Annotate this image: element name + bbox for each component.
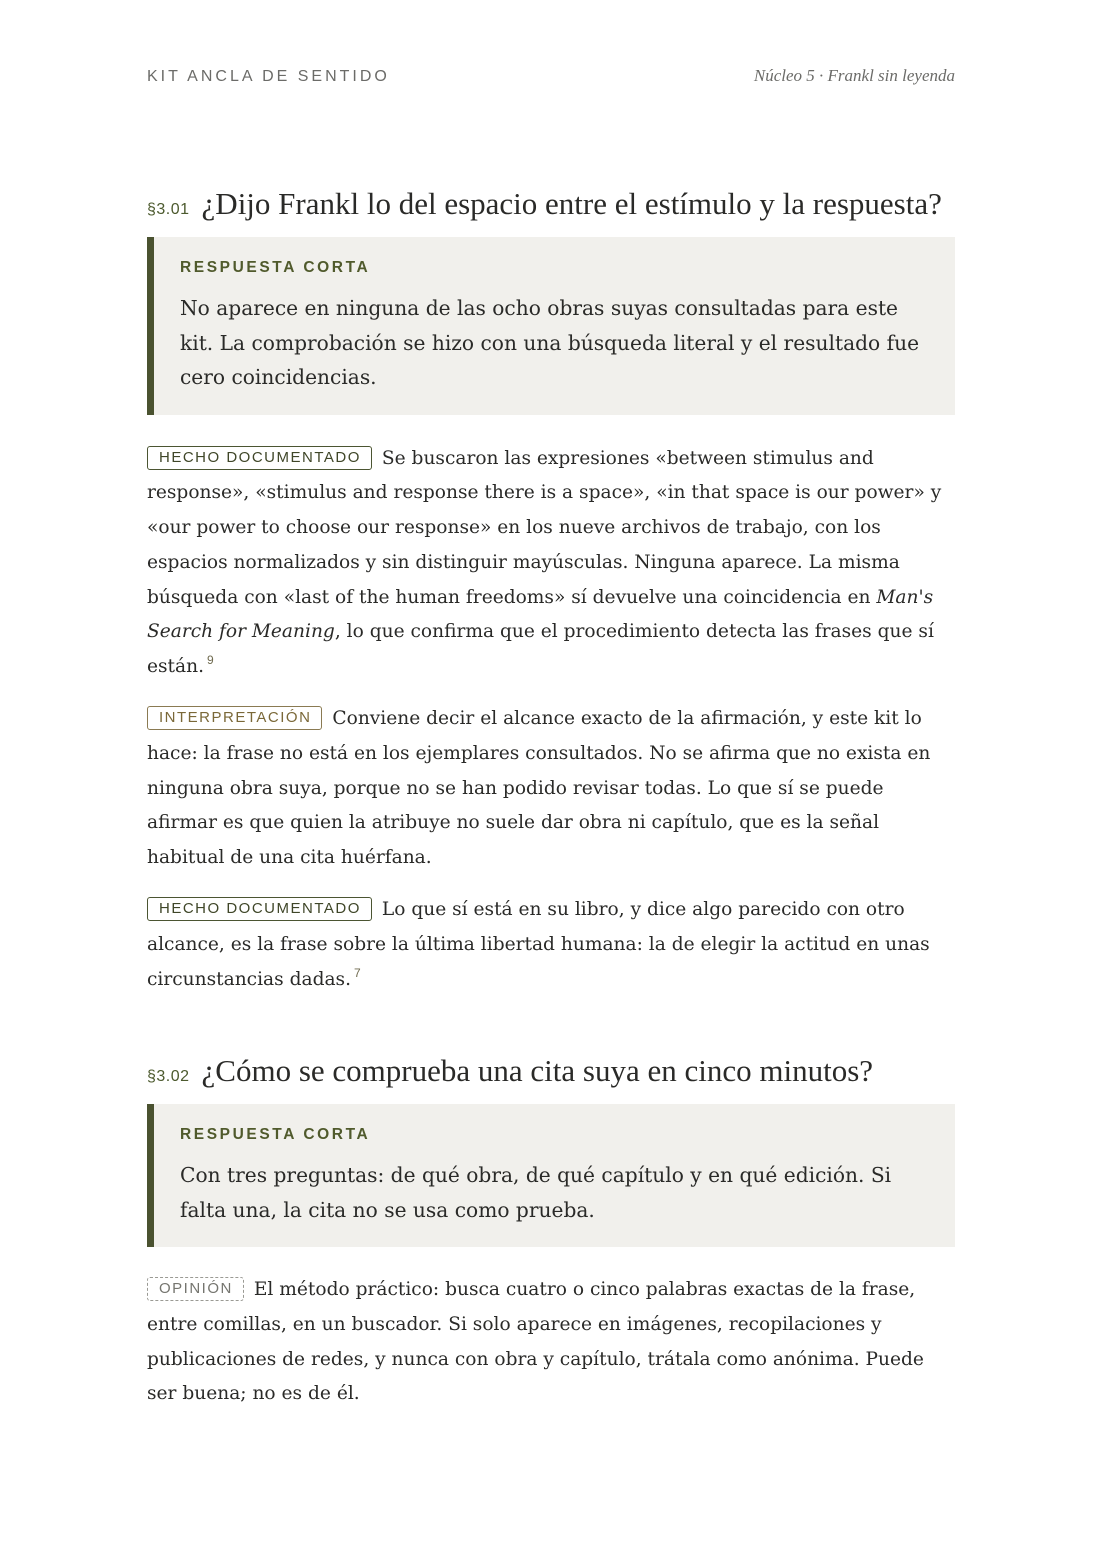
paragraph-text: Se buscaron las expresiones «between stimulus and response», «stimulus and response there is a space», «in that space is our power» y «our power to choose our response» en los nueve archivos de trabajo, con los espacios normalizados y sin distinguir mayúsculas. Ninguna aparece. La misma búsqueda con «last of the human freedoms» sí devuelve una coincidencia en [147,447,942,608]
tag-documented-fact: HECHO DOCUMENTADO [147,446,372,470]
section-heading [147,1053,955,1089]
section-3-01 [147,186,955,997]
short-answer-label: RESPUESTA CORTA [180,1126,371,1143]
paragraph-fact-last-freedom [147,893,955,997]
paragraph-opinion [147,1273,955,1412]
section-3-02 [147,1053,955,1412]
short-answer-text: Con tres preguntas: de qué obra, de qué capítulo y en qué edición. Si falta una, la cita no se usa como prueba. [180,1163,892,1222]
short-answer-text: No aparece en ninguna de las ocho obras suyas consultadas para este kit. La comprobación se hizo con una búsqueda literal y el resultado fue cero coincidencias. [180,296,920,389]
paragraph-text: Lo que sí está en su libro, y dice algo parecido con otro alcance, es la frase sobre la última libertad humana: la de elegir la actitud en unas circunstancias dadas. [147,899,930,990]
tag-interpretation: INTERPRETACIÓN [147,706,322,730]
paragraph-interpretation [147,702,955,876]
section-title: ¿Cómo se comprueba una cita suya en cinco minutos? [201,1053,874,1088]
footnote-ref[interactable]: 9 [207,653,214,668]
short-answer-box [147,1104,955,1247]
paragraph-text: El método práctico: busca cuatro o cinco palabras exactas de la frase, entre comillas, en un buscador. Si solo aparece en imágenes, recopilaciones y publicaciones de redes, y nunca con obra y capítulo, trátala como anónima. Puede ser buena; no es de él. [147,1279,924,1405]
section-number: §3.02 [147,1068,190,1085]
kit-name: KIT ANCLA DE SENTIDO [147,68,390,85]
section-heading [147,186,955,222]
tag-documented-fact: HECHO DOCUMENTADO [147,897,372,921]
short-answer-box [147,237,955,415]
short-answer-label: RESPUESTA CORTA [180,259,371,276]
book-title: Man's Search for Meaning [147,586,934,643]
running-header [147,66,955,86]
chapter-name: Núcleo 5 · Frankl sin leyenda [753,66,955,85]
section-number: §3.01 [147,201,190,218]
paragraph-fact-search [147,442,955,686]
section-title: ¿Dijo Frankl lo del espacio entre el estímulo y la respuesta? [201,186,942,221]
paragraph-text: Conviene decir el alcance exacto de la afirmación, y este kit lo hace: la frase no está en los ejemplares consultados. No se afirma que no exista en ninguna obra suya, porque no se han podido revisar todas. Lo que sí se puede afirmar es que quien la atribuye no suele dar obra ni capítulo, que es la señal habitual de una cita huérfana. [147,708,931,869]
footnote-ref[interactable]: 7 [354,965,361,980]
paragraph-text: , lo que confirma que el procedimiento detecta las frases que sí están. [147,621,934,678]
tag-opinion: OPINIÓN [147,1277,244,1301]
